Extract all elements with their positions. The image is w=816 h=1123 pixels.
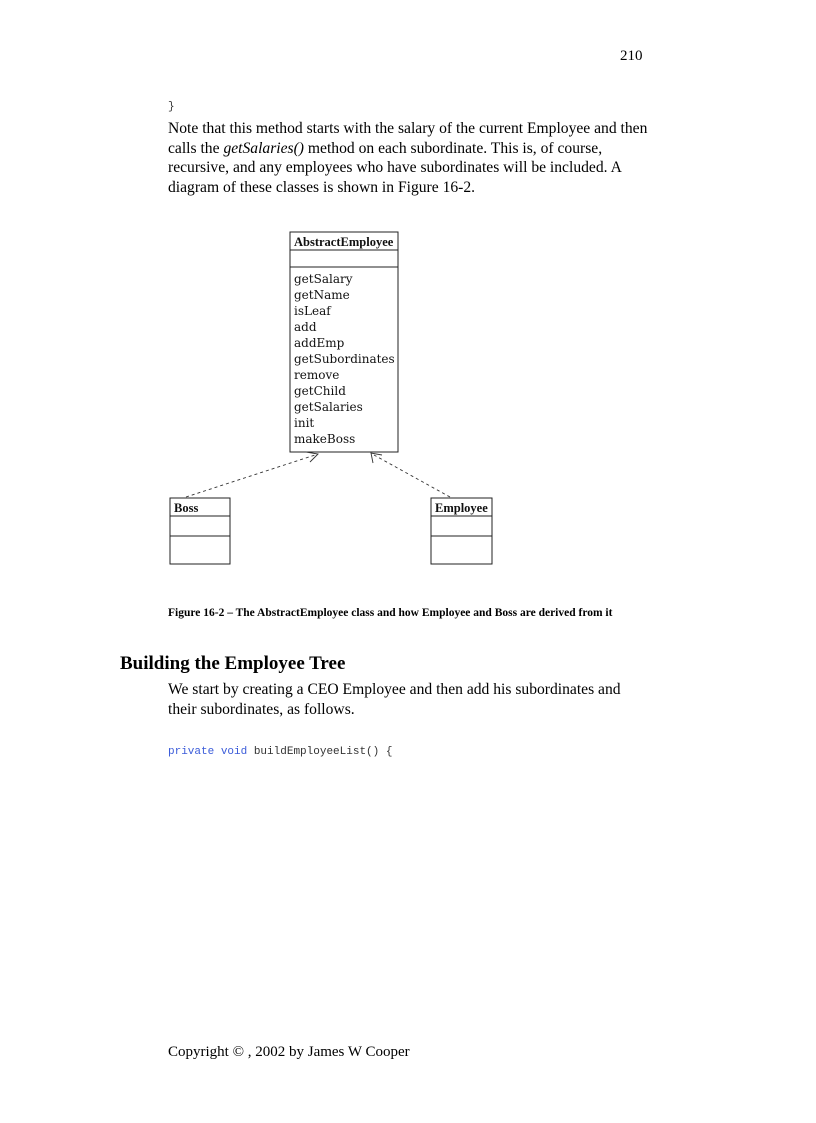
section-heading: Building the Employee Tree (120, 653, 346, 674)
code-keyword: void (220, 746, 248, 758)
abstract-employee-name: AbstractEmployee (294, 235, 394, 249)
method-item: getSalary (294, 272, 353, 286)
method-item: getSubordinates (294, 352, 395, 366)
page-number: 210 (620, 48, 643, 64)
employee-class (431, 498, 492, 564)
method-item: init (294, 416, 315, 430)
method-item: addEmp (294, 336, 345, 350)
boss-class-name: Boss (174, 501, 199, 515)
inheritance-arrow-employee (371, 453, 450, 497)
body-paragraph-1 (168, 119, 648, 197)
figure-caption: Figure 16-2 – The AbstractEmployee class and how Employee and Boss are derived from it (168, 607, 613, 619)
method-item: getSalaries (294, 400, 363, 414)
body-paragraph-2: We start by creating a CEO Employee and then add his subordinates and their subordinates, as follows. (168, 681, 621, 718)
method-item: getName (294, 288, 350, 302)
code-keyword: private (168, 746, 215, 758)
method-item: getChild (294, 384, 346, 398)
code-text: buildEmployeeList() { (247, 746, 393, 758)
method-item: add (294, 320, 317, 334)
paragraph-text: Note that this method starts with the salary of the current Employee and then calls the (168, 120, 648, 157)
abstract-employee-class (290, 232, 398, 452)
method-item: remove (294, 368, 340, 382)
code-snippet (168, 746, 392, 758)
inheritance-arrow-boss (186, 452, 318, 497)
paragraph-text: method on each subordinate. This is, of course, recursive, and any employees who have subordinates will be included. A diagram of these classes is shown in Figure 16-2. (168, 139, 621, 196)
code-closing-brace: } (168, 101, 175, 113)
method-item: makeBoss (294, 432, 356, 446)
uml-class-diagram (160, 225, 510, 570)
boss-class (170, 498, 230, 564)
copyright-footer: Copyright © , 2002 by James W Cooper (168, 1044, 410, 1060)
method-name: getSalaries() (223, 139, 304, 157)
method-item: isLeaf (294, 304, 331, 318)
employee-class-name: Employee (435, 501, 488, 515)
